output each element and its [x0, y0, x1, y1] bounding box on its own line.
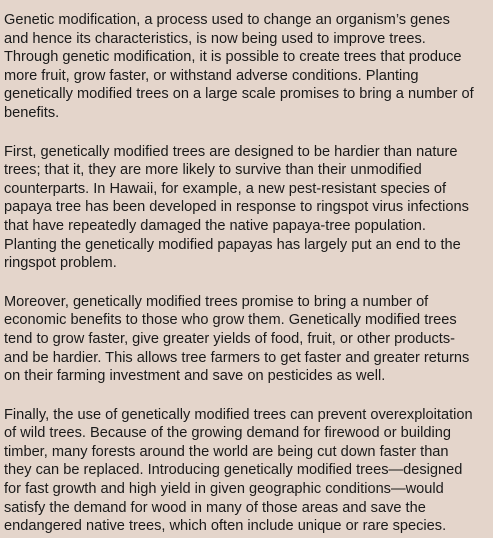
text-line: endangered native trees, which often include unique or rare species.	[4, 518, 447, 535]
text-line: economic benefits to those who grow them. Genetically modified trees	[4, 312, 457, 329]
text-line: papaya tree has been developed in response to ringspot virus infections	[4, 199, 469, 216]
text-line: that have repeatedly damaged the native papaya-tree population.	[4, 217, 426, 234]
text-line: Through genetic modification, it is possible to create trees that produce	[4, 49, 462, 66]
text-line: First, genetically modified trees are designed to be hardier than nature	[4, 143, 458, 160]
text-line: benefits.	[4, 104, 60, 121]
text-line: timber, many forests around the world are being cut down faster than	[4, 443, 449, 460]
text-line: more fruit, grow faster, or withstand adverse conditions. Planting	[4, 67, 419, 84]
text-line: ringspot problem.	[4, 255, 117, 272]
text-line: tend to grow faster, give greater yields of food, fruit, or other products-	[4, 330, 456, 347]
paragraph-finally	[4, 406, 487, 536]
text-line: Planting the genetically modified papayas has largely put an end to the	[4, 236, 461, 253]
text-line: for fast growth and high yield in given geographic conditions—would	[4, 481, 444, 498]
text-line: on their farming investment and save on pesticides as well.	[4, 368, 386, 385]
paragraph-intro	[4, 11, 487, 123]
text-line: counterparts. In Hawaii, for example, a new pest-resistant species of	[4, 180, 447, 197]
text-line: trees; that it, they are more likely to survive than their unmodified	[4, 162, 422, 179]
text-line: Moreover, genetically modified trees promise to bring a number of	[4, 293, 429, 310]
text-line: Finally, the use of genetically modified trees can prevent overexploitation	[4, 406, 473, 423]
text-line: and be hardier. This allows tree farmers to get faster and greater returns	[4, 349, 470, 366]
text-line: of wild trees. Because of the growing demand for firewood or building	[4, 425, 451, 442]
text-line: satisfy the demand for wood in many of those areas and save the	[4, 499, 426, 516]
text-line: Genetic modification, a process used to change an organism’s genes	[4, 12, 450, 28]
text-line: and hence its characteristics, is now being used to improve trees.	[4, 30, 426, 47]
text-line: genetically modified trees on a large scale promises to bring a number of	[4, 86, 474, 103]
text-line: they can be replaced. Introducing genetically modified trees—designed	[4, 462, 463, 479]
paragraph-moreover	[4, 293, 487, 386]
paragraph-first	[4, 143, 487, 273]
